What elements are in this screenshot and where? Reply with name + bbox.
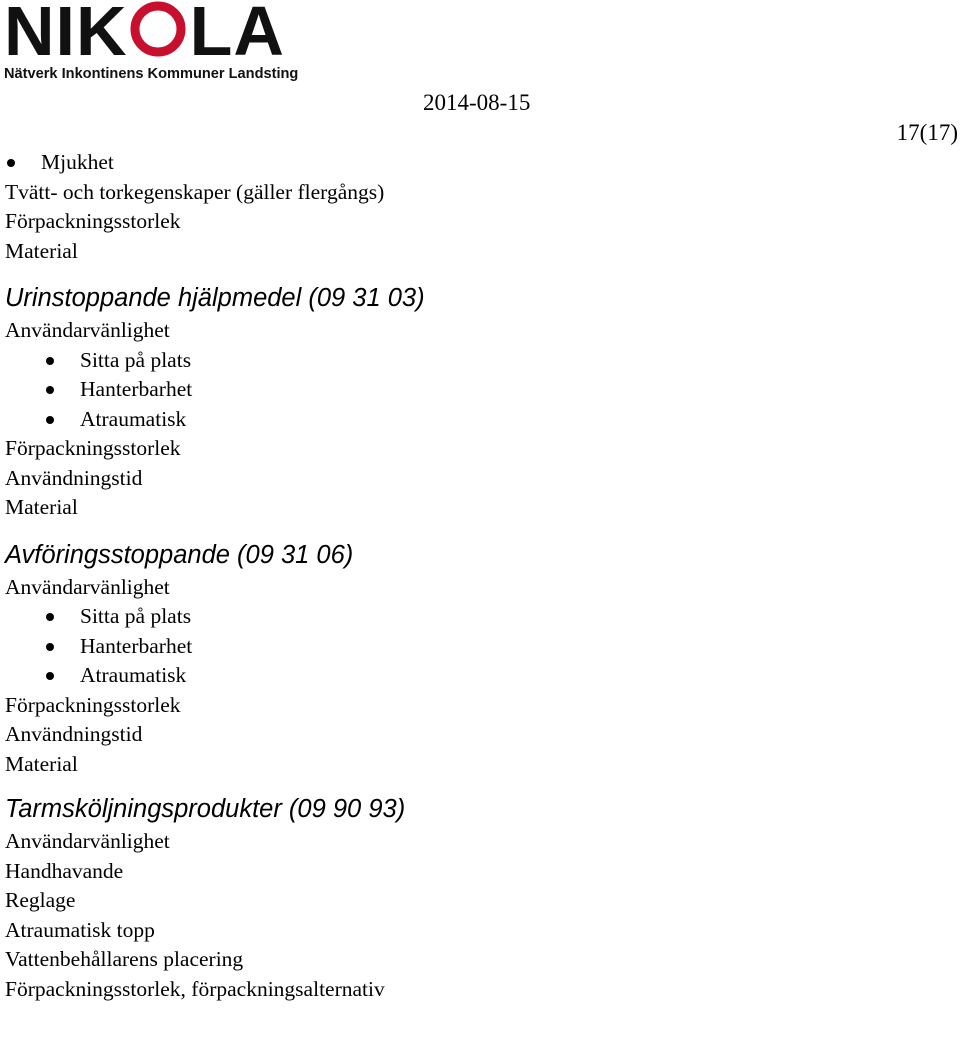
list-item: Användningstid bbox=[5, 722, 143, 746]
list-item: Tvätt- och torkegenskaper (gäller flergångs) bbox=[5, 179, 385, 204]
list-item-bullet: Sitta på plats bbox=[5, 346, 955, 376]
list-item: Förpackningsstorlek bbox=[5, 209, 181, 233]
list-item-bullet: Sitta på plats bbox=[5, 602, 955, 632]
logo-wordmark: NIK LA bbox=[4, 0, 285, 70]
list-item-bullet: Atraumatisk bbox=[5, 405, 955, 435]
list-item: Reglage bbox=[5, 888, 76, 912]
section-label: Användarvänlighet bbox=[5, 318, 170, 342]
document-body bbox=[5, 148, 955, 1004]
bullet-icon bbox=[46, 672, 54, 680]
logo-tagline: Nätverk Inkontinens Kommuner Landsting bbox=[4, 66, 299, 82]
bullet-icon bbox=[46, 613, 54, 621]
nikola-logo bbox=[4, 2, 322, 88]
list-item-bullet: Atraumatisk bbox=[5, 661, 955, 691]
list-item: Atraumatisk topp bbox=[5, 917, 155, 942]
bullet-icon bbox=[46, 386, 54, 394]
logo-ring-icon bbox=[128, 0, 190, 59]
list-item: Användningstid bbox=[5, 465, 143, 490]
section-heading: Avföringsstoppande (09 31 06) bbox=[5, 540, 354, 569]
list-item: Förpackningsstorlek bbox=[5, 436, 181, 460]
bullet-icon bbox=[46, 416, 54, 424]
bullet-icon bbox=[46, 643, 54, 651]
list-item-bullet: Mjukhet bbox=[5, 148, 955, 178]
list-item: Förpackningsstorlek, förpackningsalternativ bbox=[5, 976, 385, 1001]
list-item: Material bbox=[5, 238, 78, 263]
list-item-bullet: Hanterbarhet bbox=[5, 632, 955, 662]
section-label: Användarvänlighet bbox=[5, 574, 170, 599]
bullet-icon bbox=[46, 357, 54, 365]
page-number: 17(17) bbox=[896, 120, 958, 145]
bullet-icon bbox=[7, 159, 15, 167]
section-heading: Urinstoppande hjälpmedel (09 31 03) bbox=[5, 284, 425, 312]
list-item: Material bbox=[5, 495, 78, 519]
list-item: Användarvänlighet bbox=[5, 829, 170, 853]
list-item: Vattenbehållarens placering bbox=[5, 947, 244, 971]
list-item: Handhavande bbox=[5, 858, 124, 883]
list-item: Material bbox=[5, 751, 78, 776]
document-date: 2014-08-15 bbox=[423, 90, 531, 115]
list-item: Förpackningsstorlek bbox=[5, 692, 181, 717]
section-heading: Tarmsköljningsprodukter (09 90 93) bbox=[5, 795, 406, 823]
list-item-bullet: Hanterbarhet bbox=[5, 375, 955, 405]
